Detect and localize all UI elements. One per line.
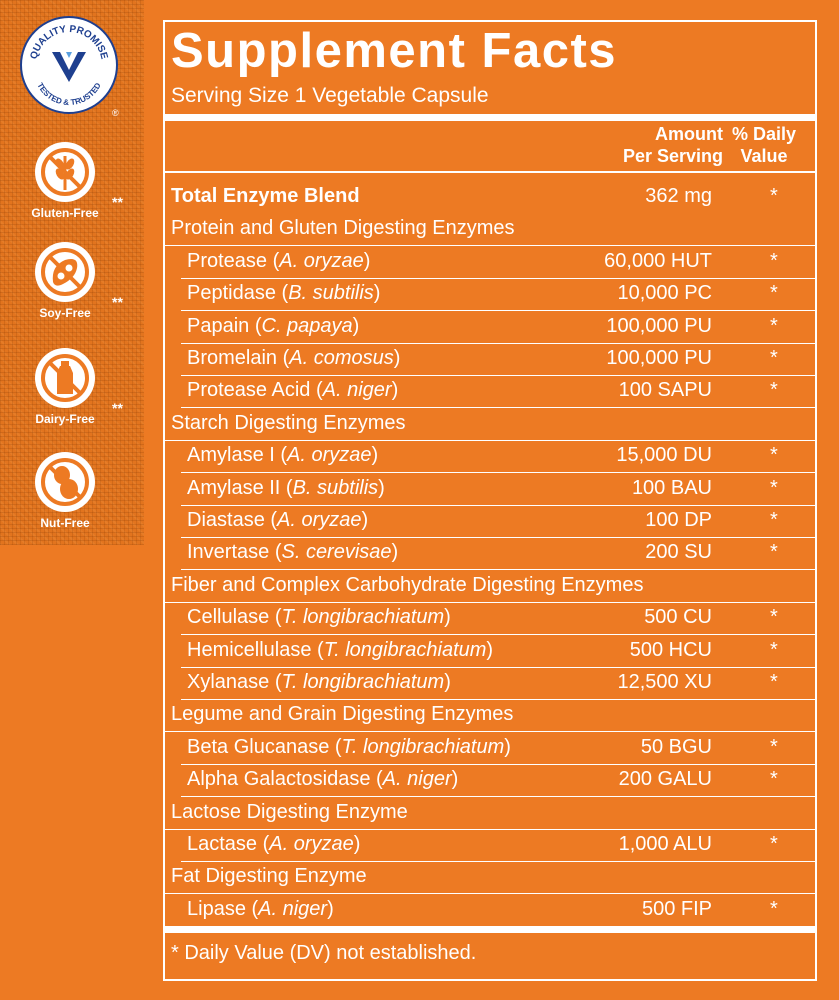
table-row <box>165 344 815 376</box>
ingredient-source: A. oryzae <box>277 509 362 531</box>
soy-free-asterisks: ** <box>112 294 123 310</box>
ingredient-name <box>171 185 360 208</box>
daily-value: * <box>770 444 778 467</box>
ingredient-name: Xylanase (T. longibrachiatum) <box>187 671 451 693</box>
table-row <box>165 279 815 311</box>
ingredient-name: Lactase (A. oryzae) <box>187 833 361 855</box>
ingredient-name: Alpha Galactosidase (A. niger) <box>187 768 459 791</box>
category-row <box>165 409 815 441</box>
ingredient-label: Fiber and Complex Carbohydrate Digesting Enzymes <box>171 573 644 596</box>
ingredient-label: Protease <box>187 249 268 272</box>
category-name <box>171 574 643 597</box>
ingredient-source: T. longibrachiatum <box>281 671 445 693</box>
dairy-free-label: Dairy-Free <box>35 412 95 426</box>
dairy-free-badge <box>24 348 144 448</box>
ingredient-name: Invertase (S. cerevisae) <box>187 541 399 564</box>
milk-bottle-crossed-icon <box>35 348 95 408</box>
ingredient-source: B. subtilis <box>288 282 374 305</box>
amount-per-serving: 12,500 XU <box>617 671 712 693</box>
daily-value: * <box>770 282 778 305</box>
amount-per-serving: 500 CU <box>644 606 712 629</box>
amount-header <box>595 123 723 167</box>
table-row <box>165 895 815 927</box>
ingredient-label: Peptidase <box>187 282 276 305</box>
table-row <box>165 441 815 473</box>
facts-title: Supplement Facts <box>171 24 618 78</box>
ingredient-source: A. niger <box>258 897 328 920</box>
ingredient-label: Beta Glucanase <box>187 735 330 758</box>
ingredient-source: A. niger <box>382 768 452 791</box>
dairy-free-asterisks: ** <box>112 400 123 416</box>
registered-mark: ® <box>112 108 119 118</box>
ingredient-label: Protease Acid <box>187 379 311 402</box>
daily-value: * <box>770 249 778 272</box>
quality-seal-icon <box>22 18 116 112</box>
table-row <box>165 312 815 344</box>
amount-per-serving: 10,000 PC <box>617 282 712 305</box>
daily-value: * <box>770 509 778 531</box>
amount-per-serving: 100 DP <box>645 509 712 531</box>
header-divider <box>165 114 815 121</box>
table-row <box>165 376 815 408</box>
footer-divider <box>165 926 815 933</box>
ingredient-name: Amylase I (A. oryzae) <box>187 444 379 467</box>
daily-value: * <box>770 185 778 207</box>
amount-per-serving: 200 GALU <box>618 768 712 791</box>
daily-value-footnote: * Daily Value (DV) not established. <box>171 942 477 964</box>
ingredient-source: S. cerevisae <box>281 541 392 564</box>
table-row <box>165 506 815 538</box>
ingredient-label: Protein and Gluten Digesting Enzymes <box>171 217 515 240</box>
daily-value-header-line2: Value <box>740 146 788 166</box>
nut-free-badge <box>24 452 144 552</box>
daily-value: * <box>770 671 778 693</box>
daily-value: * <box>770 476 778 499</box>
category-name <box>171 865 367 888</box>
ingredient-name: Protease (A. oryzae) <box>187 249 371 272</box>
table-row <box>165 636 815 668</box>
badge-strip <box>0 0 144 545</box>
ingredient-name: Beta Glucanase (T. longibrachiatum) <box>187 735 511 758</box>
amount-per-serving: 100 SAPU <box>618 379 712 402</box>
category-name <box>171 217 515 240</box>
table-row <box>165 733 815 765</box>
ingredient-name: Peptidase (B. subtilis) <box>187 282 381 305</box>
ingredient-name: Bromelain (A. comosus) <box>187 347 401 369</box>
peanut-crossed-icon <box>35 452 95 512</box>
ingredient-label: Lactose Digesting Enzyme <box>171 800 408 823</box>
ingredient-source: A. niger <box>322 379 392 402</box>
amount-per-serving: 500 FIP <box>641 897 712 920</box>
ingredient-name: Papain (C. papaya) <box>187 314 360 337</box>
ingredient-label: Bromelain <box>187 347 278 369</box>
category-row <box>165 862 815 894</box>
nut-free-label: Nut-Free <box>40 516 90 530</box>
soybean-crossed-icon <box>35 242 95 302</box>
quality-promise-seal <box>20 16 118 114</box>
gluten-free-asterisks: ** <box>112 194 123 210</box>
ingredient-label: Amylase II <box>187 476 281 499</box>
daily-value: * <box>770 379 778 402</box>
amount-header-line2: Per Serving <box>622 146 723 166</box>
ingredient-source: A. oryzae <box>269 833 354 855</box>
category-row <box>165 214 815 246</box>
amount-per-serving: 100,000 PU <box>606 347 712 369</box>
gluten-free-label: Gluten-Free <box>31 206 99 220</box>
ingredient-source: C. papaya <box>261 314 353 337</box>
amount-per-serving: 1,000 ALU <box>618 833 712 855</box>
soy-free-badge <box>24 242 144 342</box>
wheat-crossed-icon <box>35 142 95 202</box>
table-row <box>165 668 815 700</box>
daily-value: * <box>770 541 778 564</box>
ingredient-source: T. longibrachiatum <box>281 606 445 629</box>
daily-value: * <box>770 735 778 758</box>
svg-text:TESTED & TRUSTED <box>35 81 102 107</box>
daily-value: * <box>770 606 778 629</box>
ingredient-label: Amylase I <box>187 444 275 467</box>
daily-value-header <box>725 123 803 167</box>
ingredient-source: A. comosus <box>289 347 394 369</box>
daily-value: * <box>770 768 778 791</box>
ingredient-source: T. longibrachiatum <box>323 638 487 661</box>
ingredient-name: Protease Acid (A. niger) <box>187 379 399 402</box>
daily-value: * <box>770 833 778 855</box>
table-row <box>165 247 815 279</box>
category-name <box>171 703 513 726</box>
daily-value: * <box>770 638 778 661</box>
ingredient-label: Lactase <box>187 833 258 855</box>
amount-per-serving: 100 BAU <box>631 476 712 499</box>
category-row <box>165 798 815 830</box>
daily-value-header-line1: % Daily <box>731 124 797 144</box>
ingredient-label: Invertase <box>187 541 270 564</box>
ingredient-label: Lipase <box>187 897 246 920</box>
category-row <box>165 700 815 732</box>
amount-per-serving: 15,000 DU <box>616 444 712 467</box>
ingredient-source: T. longibrachiatum <box>341 735 505 758</box>
ingredient-label: Fat Digesting Enzyme <box>171 865 367 888</box>
ingredient-source: A. oryzae <box>279 249 364 272</box>
amount-per-serving: 60,000 HUT <box>604 249 712 272</box>
table-row <box>165 830 815 862</box>
ingredient-name: Amylase II (B. subtilis) <box>187 476 385 499</box>
ingredient-label: Xylanase <box>187 671 270 693</box>
category-name <box>171 801 408 824</box>
amount-per-serving: 50 BGU <box>640 735 712 758</box>
amount-per-serving: 100,000 PU <box>606 314 712 337</box>
ingredient-name: Diastase (A. oryzae) <box>187 509 369 531</box>
daily-value: * <box>770 314 778 337</box>
daily-value: * <box>770 347 778 369</box>
amount-header-line1: Amount <box>655 124 723 144</box>
amount-per-serving: 200 SU <box>645 541 712 564</box>
serving-size: Serving Size 1 Vegetable Capsule <box>171 84 489 107</box>
ingredient-label: Total Enzyme Blend <box>171 185 360 207</box>
category-row <box>165 571 815 603</box>
ingredient-label: Hemicellulase <box>187 638 312 661</box>
ingredient-label: Papain <box>187 314 250 337</box>
ingredient-label: Starch Digesting Enzymes <box>171 411 406 434</box>
amount-per-serving: 362 mg <box>645 185 712 207</box>
seal-top-text: QUALITY PROMISE <box>28 23 110 61</box>
category-name <box>171 412 406 435</box>
ingredient-label: Diastase <box>187 509 265 531</box>
table-row <box>165 474 815 506</box>
ingredient-name: Cellulase (T. longibrachiatum) <box>187 606 451 629</box>
column-header-divider <box>165 171 815 173</box>
soy-free-label: Soy-Free <box>39 306 91 320</box>
ingredient-source: B. subtilis <box>292 476 379 499</box>
ingredient-label: Cellulase <box>187 606 270 629</box>
ingredient-name: Lipase (A. niger) <box>187 897 334 920</box>
table-row <box>165 538 815 570</box>
table-row <box>165 765 815 797</box>
seal-bottom-text: TESTED & TRUSTED <box>35 81 103 108</box>
amount-per-serving: 500 HCU <box>629 638 712 661</box>
gluten-free-badge <box>24 142 144 242</box>
ingredient-label: Alpha Galactosidase <box>187 768 371 791</box>
table-row <box>165 603 815 635</box>
table-row <box>165 182 815 214</box>
daily-value: * <box>770 897 778 920</box>
supplement-facts-panel <box>163 20 817 981</box>
ingredient-source: A. oryzae <box>287 444 372 467</box>
ingredient-label: Legume and Grain Digesting Enzymes <box>171 703 514 726</box>
ingredient-name: Hemicellulase (T. longibrachiatum) <box>187 638 494 661</box>
